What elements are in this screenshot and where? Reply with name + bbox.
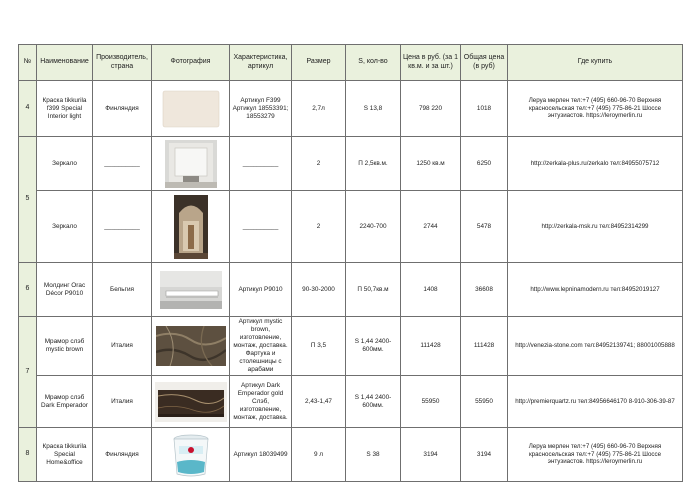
col-where: Где купить [508,45,683,81]
col-num: № [19,45,37,81]
item-name: Зеркало [37,191,93,263]
item-price: 55950 [401,376,461,428]
table-row [19,191,683,263]
item-where: http://zerkala-msk.ru тел:84952314299 [508,191,683,263]
item-price: 1250 кв.м [401,137,461,191]
item-total: 111428 [461,317,508,376]
item-qty: П 50,7кв.м [346,263,401,317]
item-total: 36608 [461,263,508,317]
item-name: Зеркало [37,137,93,191]
item-price: 111428 [401,317,461,376]
item-photo [152,376,230,428]
col-price: Цена в руб. (за 1 кв.м. и за шт.) [401,45,461,81]
row-number: 5 [19,137,37,263]
table-row [19,137,683,191]
paint-swatch-icon [162,90,220,128]
item-spec: Артикул mystic brown, изготовление, монтаж, доставка. Фартука и столешницы с арабами [230,317,292,376]
row-number: 6 [19,263,37,317]
item-name: Мрамор слэб mystic brown [37,317,93,376]
table-row [19,81,683,137]
row-number: 7 [19,317,37,428]
col-size: Размер [292,45,346,81]
item-size: 2 [292,191,346,263]
row-number: 8 [19,428,37,482]
header-row [19,45,683,81]
marble-brown-icon [156,326,226,366]
item-size: 90-30-2000 [292,263,346,317]
item-total: 3194 [461,428,508,482]
col-spec: Характеристика, артикул [230,45,292,81]
item-size: 9 л [292,428,346,482]
item-total: 5478 [461,191,508,263]
item-maker: Италия [93,317,152,376]
mirror-arch-icon [174,195,208,259]
table-row [19,263,683,317]
molding-icon [160,271,222,309]
item-photo [152,137,230,191]
item-size: 2 [292,137,346,191]
item-where: http://zerkala-plus.ru/zerkalo тел:84955075712 [508,137,683,191]
item-total: 55950 [461,376,508,428]
item-size: 2,7л [292,81,346,137]
col-photo: Фотография [152,45,230,81]
item-where: http://venezia-stone.com тел:84952139741; 88001005888 [508,317,683,376]
item-total: 6250 [461,137,508,191]
table-row [19,428,683,482]
table-row [19,376,683,428]
item-maker: __________ [93,191,152,263]
item-photo [152,263,230,317]
item-maker: Финляндия [93,81,152,137]
item-spec: __________ [230,137,292,191]
item-where: http://www.lepninamodern.ru тел:84952019127 [508,263,683,317]
item-qty: S 1,44 2400-600мм. [346,317,401,376]
item-name: Краска tikkurila f399 Special Interior light [37,81,93,137]
item-price: 798 220 [401,81,461,137]
item-photo [152,428,230,482]
col-qty: S, кол-во [346,45,401,81]
item-where: Леруа мерлен тел:+7 (495) 660-96-70 Верхняя красносельская тел:+7 (495) 775-86-21 Шоссе энтузиастов. https://leroymerlin.ru [508,81,683,137]
item-maker: __________ [93,137,152,191]
item-price: 1408 [401,263,461,317]
item-size: 2,43-1,47 [292,376,346,428]
item-where: Леруа мерлен тел:+7 (495) 660-96-70 Верхняя красносельская тел:+7 (495) 775-86-21 Шоссе энтузиастов. https://leroymerlin.ru [508,428,683,482]
specification-table [18,44,683,482]
item-price: 3194 [401,428,461,482]
item-photo [152,191,230,263]
item-price: 2744 [401,191,461,263]
marble-dark-icon [155,382,227,422]
item-maker: Финляндия [93,428,152,482]
item-total: 1018 [461,81,508,137]
item-qty: П 2,5кв.м. [346,137,401,191]
row-number: 4 [19,81,37,137]
item-photo [152,81,230,137]
item-where: http://premierquartz.ru тел:84956646170 8-910-306-39-87 [508,376,683,428]
item-maker: Бельгия [93,263,152,317]
item-qty: 2240-700 [346,191,401,263]
item-size: П 3,5 [292,317,346,376]
item-qty: S 13,8 [346,81,401,137]
item-spec: Артикул F399 Артикул 18553391; 18553279 [230,81,292,137]
paint-bucket-icon [167,432,215,478]
item-qty: S 38 [346,428,401,482]
item-spec: Артикул P9010 [230,263,292,317]
item-name: Краска tikkurila Special Home&office [37,428,93,482]
item-photo [152,317,230,376]
item-spec: __________ [230,191,292,263]
col-total: Общая цена (в руб) [461,45,508,81]
col-name: Наименование [37,45,93,81]
mirror-room-icon [165,140,217,188]
table-row [19,317,683,376]
item-spec: Артикул 18039499 [230,428,292,482]
item-maker: Италия [93,376,152,428]
item-spec: Артикул Dark Emperador gold Слэб, изготовление, монтаж, доставка. [230,376,292,428]
item-qty: S 1,44 2400-600мм. [346,376,401,428]
item-name: Мрамор слэб Dark Emperador [37,376,93,428]
item-name: Молдинг Orac Décor P9010 [37,263,93,317]
col-maker: Производитель, страна [93,45,152,81]
